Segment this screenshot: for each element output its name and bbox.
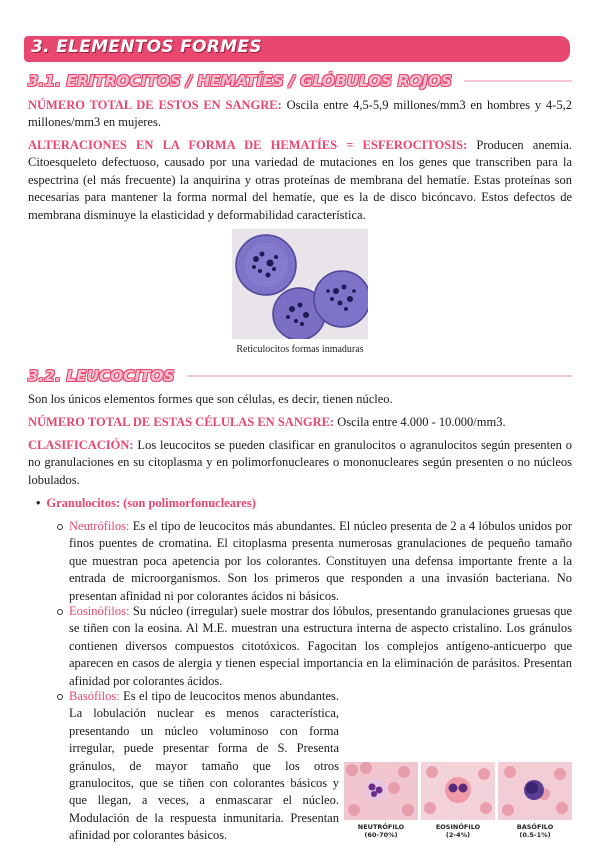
bullet-text: Granulocitos: (son polimorfonucleares)	[46, 496, 256, 510]
image-label-neutrofilo	[344, 823, 418, 839]
text: Producen anemia. Citoesqueleto defectuoso, causado por una variedad de mutaciones en los genes que transcriben para la espectrina (el más frecuente) la anquirina y otras proteínas de membrana del hematíe. Estas proteínas son necesarias para mantener la forma normal del hematíe, que es la de disco bicóncavo. Estos defectos de membrana disminuye la elasticidad y deformabilidad característica.	[28, 138, 572, 222]
paragraph-clasificacion	[28, 437, 572, 489]
bullet-granulocitos	[36, 496, 256, 511]
item-label: Eosinófilos:	[69, 604, 130, 618]
subsection-heading-eritrocitos	[28, 72, 572, 90]
item-label: Neutrófilos:	[69, 519, 130, 533]
image-caption: Reticulocitos formas inmaduras	[236, 344, 364, 355]
subsection-heading-leucocitos	[28, 367, 572, 385]
item-basofilos	[69, 688, 339, 845]
text: Oscila entre 4,5-5,9 millones/mm3 en hombres y 4-5,2 millones/mm3 en mujeres.	[28, 98, 572, 130]
reticulocitos-image	[232, 229, 368, 339]
label: NÚMERO TOTAL DE ESTOS EN SANGRE:	[28, 98, 282, 112]
image-label-basofilo	[498, 823, 572, 839]
label: ALTERACIONES EN LA FORMA DE HEMATÍES = ESFEROCITOSIS:	[28, 138, 468, 152]
label-pct: (2-4%)	[445, 831, 471, 839]
text: Oscila entre 4.000 - 10.000/mm3.	[334, 415, 506, 429]
paragraph-numero-leucocitos	[28, 414, 572, 431]
label: NÚMERO TOTAL DE ESTAS CÉLULAS EN SANGRE:	[28, 415, 335, 429]
circle-bullet-icon	[57, 524, 63, 530]
circle-bullet-icon	[57, 609, 63, 615]
image-label-eosinofilo	[421, 823, 495, 839]
item-text: Su núcleo (irregular) suele mostrar dos lóbulos, presentando granulaciones gruesas que se tiñen con la eosina. Al M.E. muestran una estructura interna de aspecto cristalino. Los gránulos contienen diversos compuestos citotóxicos. Fagocitan los complejos antígeno-anticuerpo que aparecen en casos de alergia y tienen especial importancia en la eliminación de parásitos. Presentan afinidad por colorantes ácidos.	[69, 604, 572, 688]
label-pct: (0.5-1%)	[519, 831, 551, 839]
label-name: BASÓFILO	[516, 823, 554, 831]
section-title: 3. ELEMENTOS FORMES	[31, 37, 262, 57]
label-name: EOSINÓFILO	[435, 823, 481, 831]
heading-rule	[187, 375, 572, 377]
granulocitos-image	[344, 762, 572, 820]
circle-bullet-icon	[57, 694, 63, 700]
text: Los leucocitos se pueden clasificar en granulocitos o agranulocitos según presenten o no granulaciones en su citoplasma y en polimorfonucleares o mononucleares según presenten o no núcleos lobulados.	[28, 438, 572, 487]
paragraph-leucocitos-intro: Son los únicos elementos formes que son células, es decir, tienen núcleo.	[28, 392, 393, 406]
label-name: NEUTRÓFILO	[357, 823, 405, 831]
subsection-title: 3.1. ERITROCITOS / HEMATÍES / GLÓBULOS ROJOS	[28, 72, 453, 90]
item-text: Es el tipo de leucocitos menos abundantes. La lobulación nuclear es menos característica, presentando un núcleo voluminoso con forma irregular, puede presentar forma de S. Presenta gránulos, de mayor tamaño que los otros granulocitos, que se tiñen con colorantes básicos y que llegan, a veces, a enmascarar el núcleo. Modulación de la respuesta inmunitaria. Presentan afinidad por colorantes básicos.	[69, 689, 339, 843]
bullet-dot-icon: •	[36, 496, 41, 510]
paragraph-numero-eritrocitos	[28, 97, 572, 132]
heading-rule	[464, 80, 572, 82]
label-pct: (60-70%)	[364, 831, 398, 839]
subsection-title: 3.2. LEUCOCITOS	[28, 367, 175, 385]
item-neutrofilos	[69, 518, 572, 605]
paragraph-esferocitosis	[28, 137, 572, 224]
item-label: Basófilos:	[69, 689, 120, 703]
item-text: Es el tipo de leucocitos más abundantes. El núcleo presenta de 2 a 4 lóbulos unidos por finos puentes de cromatina. El citoplasma presenta numerosas granulaciones de pequeño tamaño que muestran poca apetencia por los colorantes. Constituyen una defensa importante frente a la entrada de microorganismos. Son los primeros que responden a una invasión bacteriana. No presentan afinidad ni por colorantes ácidos ni básicos.	[69, 519, 572, 603]
item-eosinofilos	[69, 603, 572, 690]
section-title-bar	[24, 36, 570, 62]
label: CLASIFICACIÓN:	[28, 438, 134, 452]
